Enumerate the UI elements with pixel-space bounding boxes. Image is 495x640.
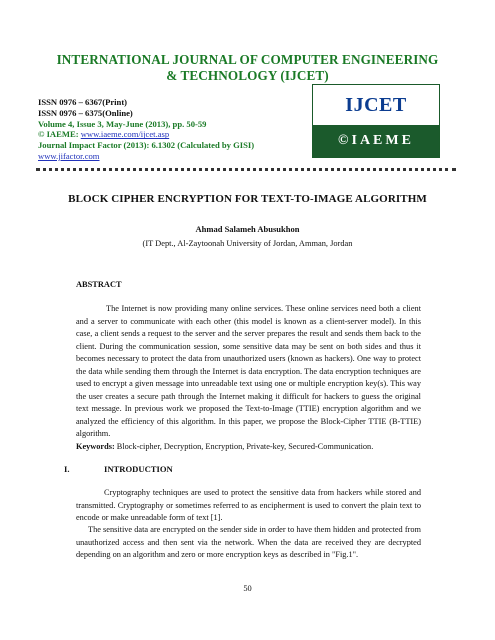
- section-title: INTRODUCTION: [104, 464, 173, 474]
- iaeme-link[interactable]: www.iaeme.com/ijcet.asp: [80, 129, 170, 140]
- journal-title: [40, 52, 455, 84]
- author-affiliation: (IT Dept., Al-Zaytoonah University of Jordan, Amman, Jordan: [142, 239, 353, 248]
- keywords-list: Block-cipher, Decryption, Encryption, Private-key, Secured-Communication.: [114, 442, 374, 451]
- dotted-divider: [36, 168, 456, 171]
- section-heading: [64, 464, 173, 474]
- author-name: Ahmad Salameh Abusukhon: [195, 224, 300, 234]
- issn-online: ISSN 0976 – 6375(Online): [38, 107, 133, 118]
- abstract-text: The Internet is now providing many online services. These online services need both a client and a server to communicate with each other (this model is known as a client-server model). In this case, a client sends a request to the server and the server prepares the result and sends them back to the client. During the communication session, some sensitive data may be sent on both sides and thus it becomes necessary to protect the data from unauthorized users (known as hackers). One way to protect the data while sending them through the Internet is data encryption. The data encryption techniques are used to encrypt a given message into unreadable text using one or multiple encryption key(s). This way the user creates a secure path through the Internet making it difficult for hackers to guess the original text message. In previous work we proposed the Text-to-Image (TTIE) encryption algorithm and we analyzed the efficiency of this algorithm. In this paper, we propose the Block-Cipher TTIE (B-TTIE) algorithm.: [76, 304, 421, 438]
- impact-factor: Journal Impact Factor (2013): 6.1302 (Calculated by GISI): [38, 140, 255, 151]
- intro-paragraph-1: Cryptography techniques are used to protect the sensitive data from hackers while stored and transmitted. Cryptography or sometimes referred to as encipherment is used to convert the plain text to encode or make unreadable form of text [1].: [76, 488, 421, 522]
- journal-meta: [38, 97, 318, 162]
- abstract-heading: ABSTRACT: [76, 280, 122, 289]
- keywords: [76, 441, 421, 453]
- logo-iaeme-text: ©IAEME: [313, 125, 439, 157]
- paper-title: BLOCK CIPHER ENCRYPTION FOR TEXT-TO-IMAGE ALGORITHM: [68, 193, 427, 205]
- page-number: 50: [243, 584, 252, 593]
- iaeme-line: [38, 129, 318, 140]
- ijcet-logo: [312, 84, 440, 158]
- keywords-label: Keywords:: [76, 442, 115, 451]
- issn-print: ISSN 0976 – 6367(Print): [38, 97, 128, 107]
- volume-info: Volume 4, Issue 3, May-June (2013), pp. 50-59: [38, 118, 207, 129]
- journal-title-line2: & TECHNOLOGY (IJCET): [166, 68, 329, 83]
- journal-title-line1: INTERNATIONAL JOURNAL OF COMPUTER ENGINEERING: [56, 52, 439, 67]
- intro-paragraph-2: The sensitive data are encrypted on the sender side in order to have them hidden and protected from unauthorized access and then sent via the network. When the data are received they are decrypted depending on an algorithm and zero or more encryption keys as described in "Fig.1".: [76, 525, 421, 559]
- iaeme-prefix: © IAEME:: [38, 129, 81, 140]
- jifactor-link[interactable]: www.jifactor.com: [38, 150, 100, 161]
- logo-ijcet-text: IJCET: [345, 93, 407, 116]
- section-number: I.: [64, 464, 70, 474]
